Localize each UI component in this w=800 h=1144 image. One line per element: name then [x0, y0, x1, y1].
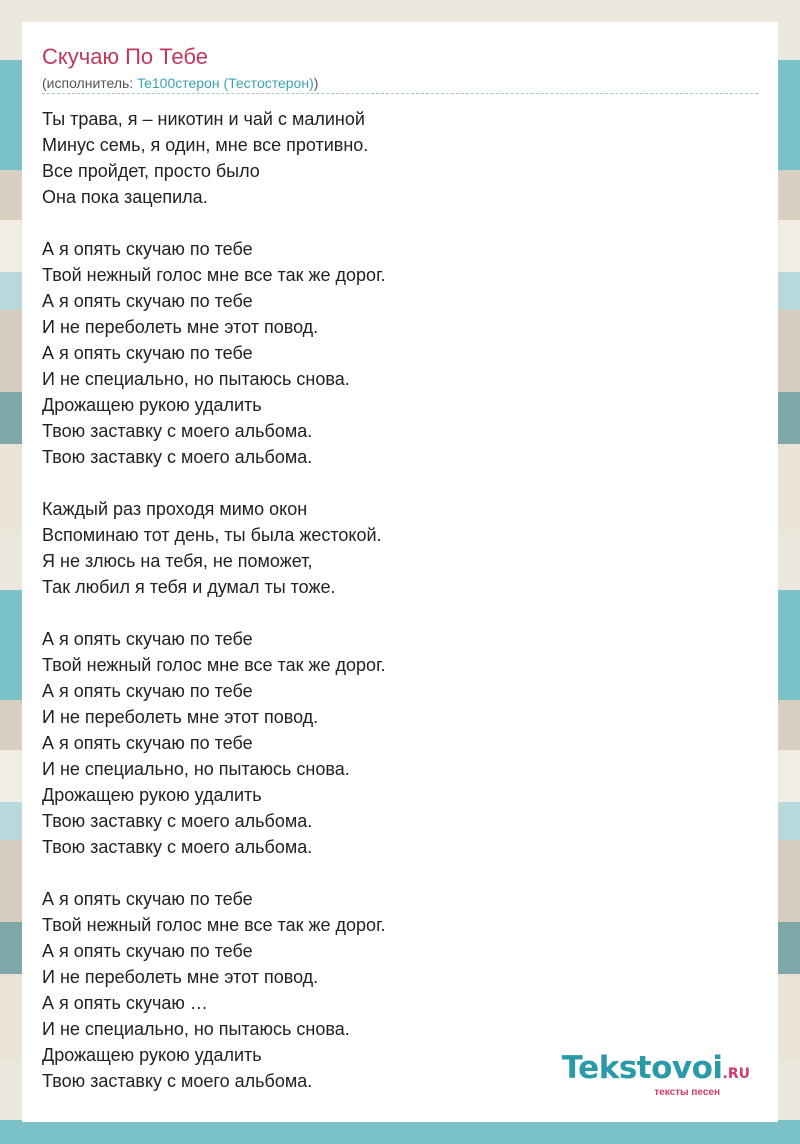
lyric-line: Вспоминаю тот день, ты была жестокой. [42, 525, 382, 545]
lyric-line: Твою заставку с моего альбома. [42, 837, 313, 857]
lyric-line: Минус семь, я один, мне все противно. [42, 135, 369, 155]
lyric-line: И не переболеть мне этот повод. [42, 967, 319, 987]
lyric-line: А я опять скучаю по тебе [42, 291, 253, 311]
lyrics-stanza [42, 496, 758, 600]
song-title: Скучаю По Тебе [42, 44, 209, 69]
lyric-line: Она пока зацепила. [42, 187, 208, 207]
lyrics-sheet [22, 22, 778, 1122]
lyric-line: Твою заставку с моего альбома. [42, 421, 313, 441]
lyric-line: Все пройдет, просто было [42, 161, 260, 181]
lyric-line: Твой нежный голос мне все так же дорог. [42, 915, 386, 935]
lyric-line: Твою заставку с моего альбома. [42, 447, 313, 467]
artist-link[interactable]: Te100стерон (Тестостерон) [137, 75, 314, 91]
lyric-line: Дрожащею рукою удалить [42, 1045, 262, 1065]
logo-name: Tekstovoi [561, 1050, 723, 1086]
lyric-line: Так любил я тебя и думал ты тоже. [42, 577, 336, 597]
lyric-line: И не специально, но пытаюсь снова. [42, 759, 350, 779]
lyric-line: Твой нежный голос мне все так же дорог. [42, 265, 386, 285]
lyrics-stanza [42, 106, 758, 210]
lyric-line: А я опять скучаю по тебе [42, 941, 253, 961]
lyric-line: Дрожащею рукою удалить [42, 785, 262, 805]
lyric-line: Твою заставку с моего альбома. [42, 1071, 313, 1091]
lyric-line: А я опять скучаю по тебе [42, 629, 253, 649]
lyric-line: Дрожащею рукою удалить [42, 395, 262, 415]
lyrics-body [42, 106, 758, 1120]
song-header [42, 42, 758, 93]
lyric-line: А я опять скучаю … [42, 993, 208, 1013]
lyric-line: А я опять скучаю по тебе [42, 239, 253, 259]
lyric-line: И не переболеть мне этот повод. [42, 707, 319, 727]
lyric-line: И не специально, но пытаюсь снова. [42, 1019, 350, 1039]
lyric-line: Ты трава, я – никотин и чай с малиной [42, 109, 365, 129]
lyric-line: А я опять скучаю по тебе [42, 889, 253, 909]
lyric-line: Твою заставку с моего альбома. [42, 811, 313, 831]
lyric-line: А я опять скучаю по тебе [42, 733, 253, 753]
site-logo[interactable] [562, 1052, 750, 1098]
logo-tld: .RU [722, 1066, 750, 1082]
lyrics-stanza [42, 236, 758, 470]
lyric-line: Каждый раз проходя мимо окон [42, 499, 308, 519]
lyric-line: И не специально, но пытаюсь снова. [42, 369, 350, 389]
logo-tagline: тексты песен [654, 1087, 720, 1098]
artist-suffix: ) [313, 75, 319, 91]
lyrics-stanza [42, 626, 758, 860]
artist-line [42, 73, 758, 93]
logo-wordmark [562, 1052, 750, 1090]
header-divider [42, 93, 758, 94]
lyric-line: Твой нежный голос мне все так же дорог. [42, 655, 386, 675]
lyric-line: А я опять скучаю по тебе [42, 681, 253, 701]
lyric-line: Я не злюсь на тебя, не поможет, [42, 551, 313, 571]
artist-prefix: (исполнитель: [42, 75, 138, 91]
lyric-line: И не переболеть мне этот повод. [42, 317, 319, 337]
lyric-line: А я опять скучаю по тебе [42, 343, 253, 363]
